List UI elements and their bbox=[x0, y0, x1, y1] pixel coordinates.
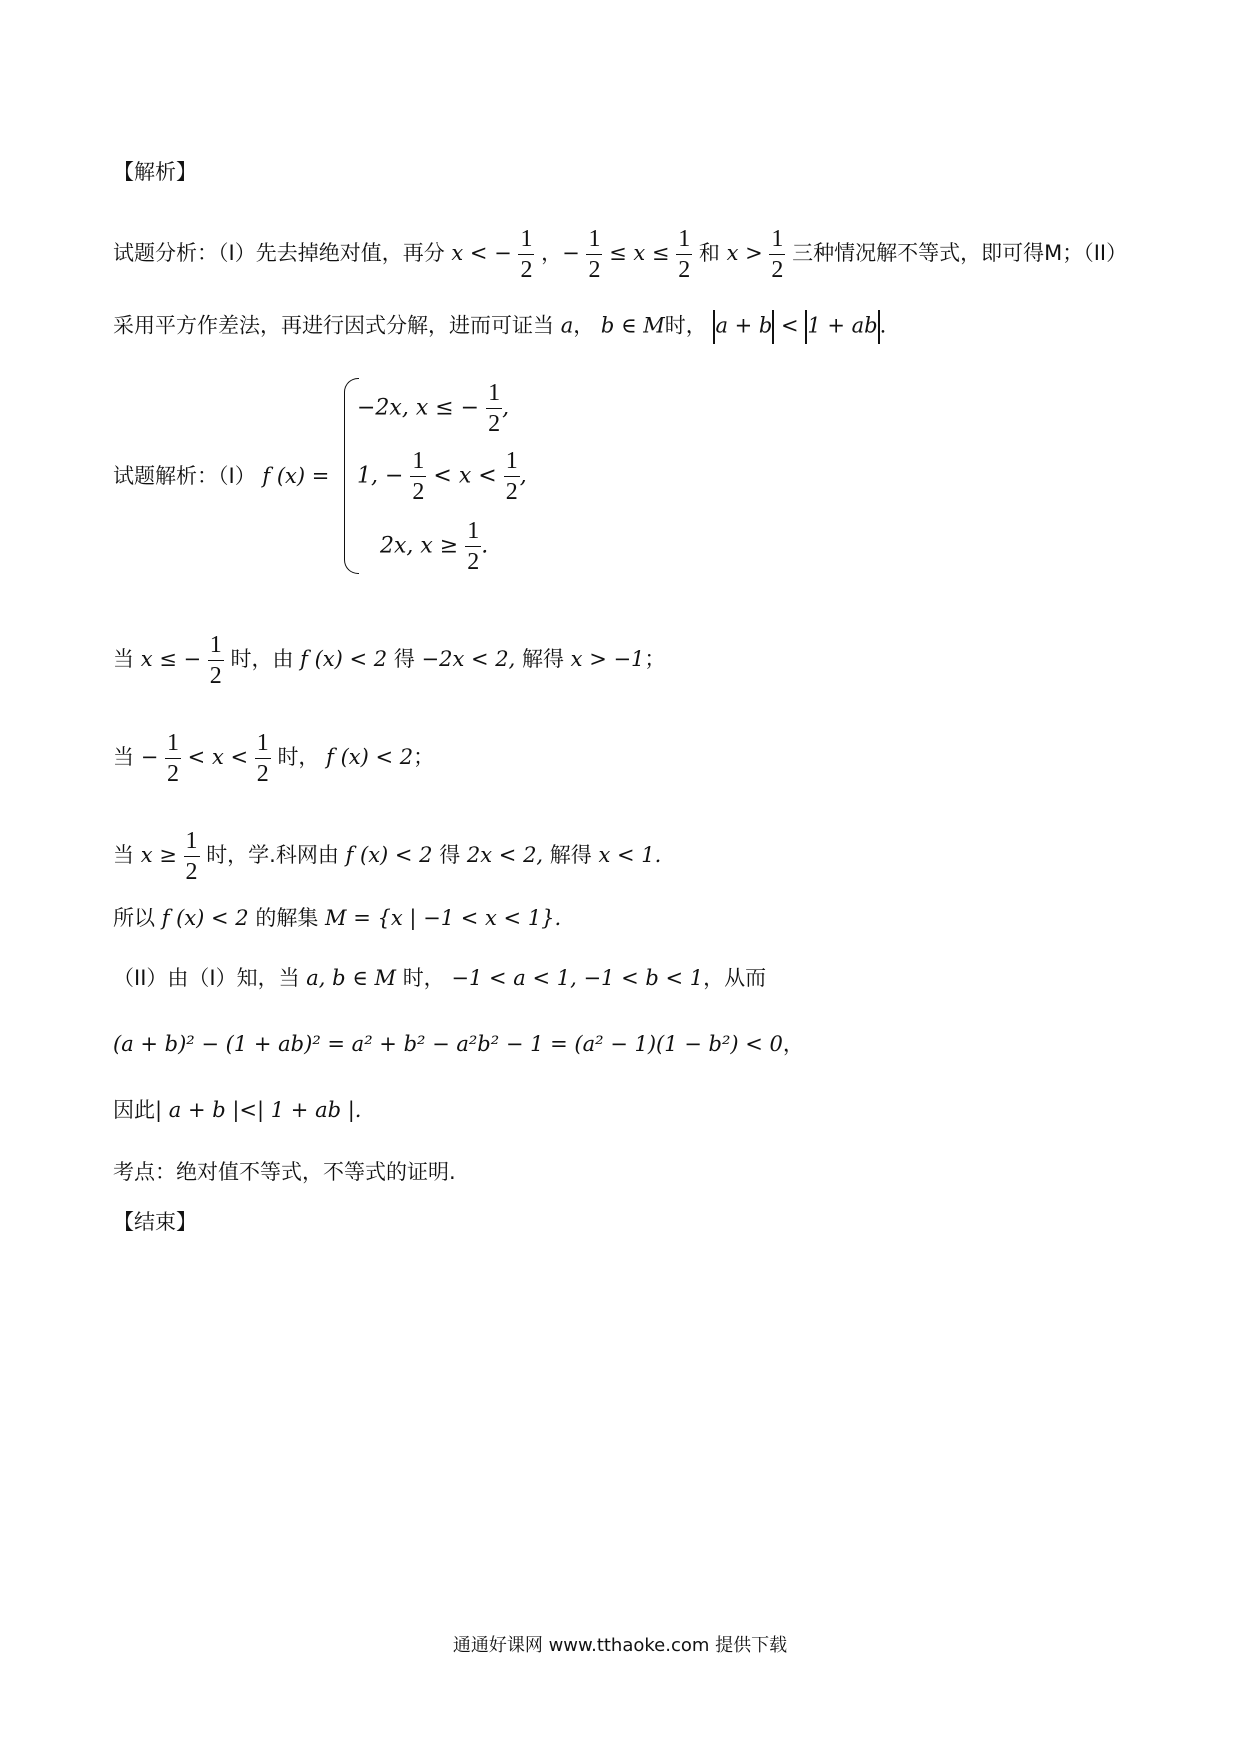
section-header-analysis: 【解析】 bbox=[113, 160, 197, 184]
math-expr: < bbox=[781, 313, 799, 338]
math-expr: 1 + ab bbox=[807, 313, 878, 338]
math-expr: . bbox=[879, 313, 887, 338]
fraction-half: $\frac{1}{2}$ bbox=[488, 380, 501, 437]
analysis-line-2 bbox=[113, 310, 886, 344]
abs-bar bbox=[772, 310, 774, 344]
equation-line: (a + b)² − (1 + ab)² = a² + b² − a²b² − 1 = (a² − 1)(1 − b²) < 0， bbox=[113, 1032, 804, 1056]
case-line-1: 当 x ≤ − $\frac{1}{2}$ 时，由 f (x) < 2 得 −2x < 2, 解得 x > −1； bbox=[113, 632, 666, 689]
fraction-half: $\frac{1}{2}$ bbox=[166, 730, 179, 787]
analysis-text: ，− bbox=[541, 241, 580, 265]
analysis-text: ， bbox=[573, 313, 595, 338]
section-footer-end: 【结束】 bbox=[113, 1210, 197, 1234]
fraction-half: $\frac{1}{2}$ bbox=[520, 226, 533, 283]
fraction-half: $\frac{1}{2}$ bbox=[505, 448, 518, 505]
fraction-half: $\frac{1}{2}$ bbox=[256, 730, 269, 787]
page-footer: 通通好课网 www.tthaoke.com 提供下载 bbox=[452, 1635, 788, 1656]
solution-intro: 试题解析：（I） f (x) = bbox=[113, 464, 330, 488]
fraction-half: $\frac{1}{2}$ bbox=[771, 226, 784, 283]
fraction-half: $\frac{1}{2}$ bbox=[412, 448, 425, 505]
analysis-text: 时， bbox=[664, 313, 707, 338]
fraction-half: $\frac{1}{2}$ bbox=[209, 632, 222, 689]
math-expr: b ∈ M bbox=[600, 313, 665, 338]
case-line-3: 当 x ≥ $\frac{1}{2}$ 时，学.科网由 f (x) < 2 得 2x < 2, 解得 x < 1. bbox=[113, 828, 662, 885]
solution-set-line: 所以 f (x) < 2 的解集 M = {x | −1 < x < 1}. bbox=[113, 906, 562, 930]
part-two-line: （II）由（I）知，当 a, b ∈ M 时， −1 < a < 1, −1 < b < 1，从而 bbox=[113, 966, 767, 990]
analysis-text: 采用平方作差法，再进行因式分解，进而可证当 bbox=[113, 313, 554, 338]
analysis-text: 和 bbox=[698, 241, 720, 265]
math-expr: f (x) = bbox=[262, 464, 330, 488]
fraction-half: $\frac{1}{2}$ bbox=[678, 226, 691, 283]
fraction-half: $\frac{1}{2}$ bbox=[588, 226, 601, 283]
fraction-half: $\frac{1}{2}$ bbox=[185, 828, 198, 885]
piecewise-case-1: −2x, x ≤ − $\frac{1}{2}$ , bbox=[357, 380, 510, 437]
math-expr: a + b bbox=[715, 313, 773, 338]
analysis-text: 试题分析：（I）先去掉绝对值，再分 bbox=[113, 241, 445, 265]
kaodian-line: 考点：绝对值不等式，不等式的证明. bbox=[113, 1160, 456, 1184]
math-expr: x < − bbox=[451, 241, 512, 265]
analysis-line-1 bbox=[113, 224, 1127, 285]
analysis-text: 三种情况解不等式，即可得M；（II） bbox=[792, 241, 1128, 265]
math-expr: x > bbox=[726, 241, 763, 265]
piecewise-case-3: 2x, x ≥ $\frac{1}{2}$ . bbox=[380, 518, 489, 575]
fraction-half: $\frac{1}{2}$ bbox=[467, 518, 480, 575]
math-expr: a bbox=[560, 313, 574, 338]
therefore-line: 因此| a + b |<| 1 + ab |. bbox=[113, 1098, 362, 1122]
piecewise-case-2: 1, − $\frac{1}{2}$ < x < $\frac{1}{2}$ , bbox=[357, 448, 527, 505]
case-line-2: 当 − $\frac{1}{2}$ < x < $\frac{1}{2}$ 时， f (x) < 2； bbox=[113, 730, 435, 787]
math-expr: ≤ x ≤ bbox=[609, 241, 670, 265]
